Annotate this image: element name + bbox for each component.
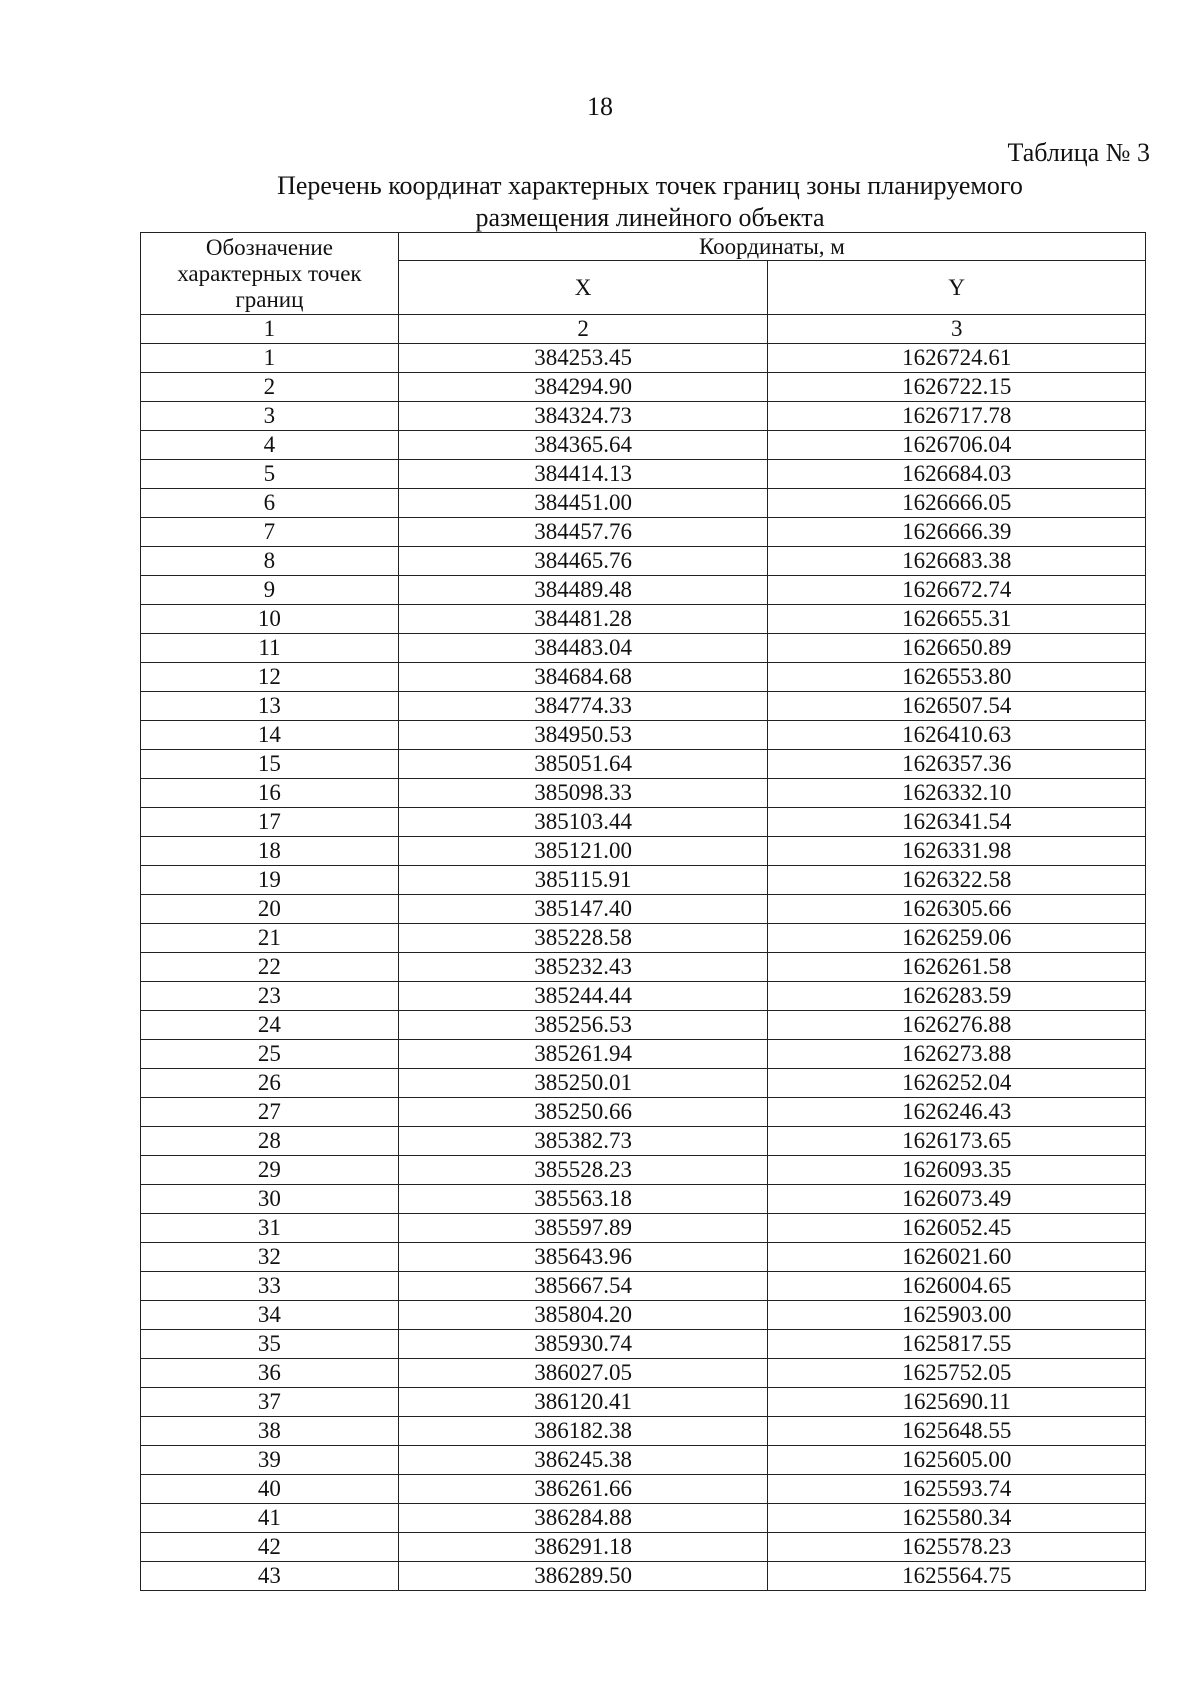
point-number-cell: 5: [141, 460, 399, 489]
table-row: [141, 1040, 1146, 1069]
table-row: [141, 1011, 1146, 1040]
column-numbers-row: [141, 315, 1146, 344]
point-number-cell: 40: [141, 1475, 399, 1504]
y-coordinate-cell: 1626655.31: [768, 605, 1146, 634]
x-coordinate-cell: 385228.58: [398, 924, 768, 953]
point-number-cell: 6: [141, 489, 399, 518]
x-coordinate-cell: 384483.04: [398, 634, 768, 663]
point-number-cell: 29: [141, 1156, 399, 1185]
table-row: [141, 1214, 1146, 1243]
table-row: [141, 953, 1146, 982]
y-coordinate-cell: 1626666.05: [768, 489, 1146, 518]
x-coordinate-cell: 384481.28: [398, 605, 768, 634]
table-row: [141, 1243, 1146, 1272]
table-row: [141, 692, 1146, 721]
x-coordinate-cell: 385115.91: [398, 866, 768, 895]
y-coordinate-cell: 1626261.58: [768, 953, 1146, 982]
y-coordinate-cell: 1626322.58: [768, 866, 1146, 895]
table-row: [141, 402, 1146, 431]
x-coordinate-cell: 384489.48: [398, 576, 768, 605]
point-number-cell: 10: [141, 605, 399, 634]
document-title: [250, 170, 1050, 234]
y-coordinate-cell: 1626093.35: [768, 1156, 1146, 1185]
x-coordinate-cell: 385382.73: [398, 1127, 768, 1156]
table-row: [141, 1301, 1146, 1330]
y-coordinate-cell: 1626722.15: [768, 373, 1146, 402]
point-number-cell: 21: [141, 924, 399, 953]
y-coordinate-cell: 1626341.54: [768, 808, 1146, 837]
y-coordinate-cell: 1626259.06: [768, 924, 1146, 953]
x-coordinate-cell: 384465.76: [398, 547, 768, 576]
point-number-cell: 34: [141, 1301, 399, 1330]
y-coordinate-cell: 1626276.88: [768, 1011, 1146, 1040]
point-number-cell: 11: [141, 634, 399, 663]
table-row: [141, 895, 1146, 924]
column-number: 2: [398, 315, 768, 344]
table-row: [141, 373, 1146, 402]
x-coordinate-cell: 385261.94: [398, 1040, 768, 1069]
column-number: 1: [141, 315, 399, 344]
y-coordinate-cell: 1625817.55: [768, 1330, 1146, 1359]
x-coordinate-cell: 384774.33: [398, 692, 768, 721]
point-number-cell: 26: [141, 1069, 399, 1098]
point-number-cell: 43: [141, 1562, 399, 1591]
y-coordinate-cell: 1626706.04: [768, 431, 1146, 460]
y-coordinate-cell: 1626283.59: [768, 982, 1146, 1011]
point-number-cell: 36: [141, 1359, 399, 1388]
x-coordinate-cell: 386289.50: [398, 1562, 768, 1591]
x-coordinate-cell: 386182.38: [398, 1417, 768, 1446]
x-coordinate-cell: 385250.01: [398, 1069, 768, 1098]
y-coordinate-cell: 1625564.75: [768, 1562, 1146, 1591]
point-number-cell: 8: [141, 547, 399, 576]
x-coordinate-cell: 385098.33: [398, 779, 768, 808]
y-coordinate-cell: 1626507.54: [768, 692, 1146, 721]
y-coordinate-cell: 1625593.74: [768, 1475, 1146, 1504]
table-row: [141, 924, 1146, 953]
table-row: [141, 837, 1146, 866]
y-coordinate-cell: 1625580.34: [768, 1504, 1146, 1533]
table-row: [141, 1098, 1146, 1127]
table-row: [141, 1388, 1146, 1417]
table-row: [141, 460, 1146, 489]
point-number-cell: 18: [141, 837, 399, 866]
y-coordinate-cell: 1625578.23: [768, 1533, 1146, 1562]
point-number-cell: 22: [141, 953, 399, 982]
table-row: [141, 982, 1146, 1011]
point-number-cell: 12: [141, 663, 399, 692]
point-number-cell: 35: [141, 1330, 399, 1359]
point-number-cell: 27: [141, 1098, 399, 1127]
y-coordinate-cell: 1626173.65: [768, 1127, 1146, 1156]
coordinates-body: [141, 344, 1146, 1591]
table-row: [141, 547, 1146, 576]
point-number-cell: 30: [141, 1185, 399, 1214]
point-number-cell: 3: [141, 402, 399, 431]
x-coordinate-cell: 384950.53: [398, 721, 768, 750]
x-coordinate-cell: 385643.96: [398, 1243, 768, 1272]
y-coordinate-cell: 1625605.00: [768, 1446, 1146, 1475]
y-coordinate-cell: 1626724.61: [768, 344, 1146, 373]
y-coordinate-cell: 1626357.36: [768, 750, 1146, 779]
point-number-cell: 13: [141, 692, 399, 721]
table-row: [141, 750, 1146, 779]
y-coordinate-cell: 1626683.38: [768, 547, 1146, 576]
y-coordinate-cell: 1626305.66: [768, 895, 1146, 924]
x-header: X: [398, 261, 768, 315]
table-row: [141, 1156, 1146, 1185]
point-number-cell: 9: [141, 576, 399, 605]
point-number-cell: 15: [141, 750, 399, 779]
x-coordinate-cell: 386245.38: [398, 1446, 768, 1475]
y-coordinate-cell: 1625690.11: [768, 1388, 1146, 1417]
y-coordinate-cell: 1626252.04: [768, 1069, 1146, 1098]
y-coordinate-cell: 1626004.65: [768, 1272, 1146, 1301]
table-row: [141, 1069, 1146, 1098]
point-number-cell: 19: [141, 866, 399, 895]
x-coordinate-cell: 384324.73: [398, 402, 768, 431]
x-coordinate-cell: 385250.66: [398, 1098, 768, 1127]
table-row: [141, 866, 1146, 895]
y-coordinate-cell: 1626332.10: [768, 779, 1146, 808]
x-coordinate-cell: 384457.76: [398, 518, 768, 547]
table-row: [141, 1359, 1146, 1388]
table-row: [141, 576, 1146, 605]
point-number-cell: 41: [141, 1504, 399, 1533]
point-number-cell: 23: [141, 982, 399, 1011]
x-coordinate-cell: 385667.54: [398, 1272, 768, 1301]
table-row: [141, 344, 1146, 373]
x-coordinate-cell: 384414.13: [398, 460, 768, 489]
point-number-cell: 37: [141, 1388, 399, 1417]
x-coordinate-cell: 386291.18: [398, 1533, 768, 1562]
x-coordinate-cell: 384365.64: [398, 431, 768, 460]
x-coordinate-cell: 385103.44: [398, 808, 768, 837]
point-number-cell: 25: [141, 1040, 399, 1069]
y-coordinate-cell: 1626410.63: [768, 721, 1146, 750]
x-coordinate-cell: 384294.90: [398, 373, 768, 402]
y-coordinate-cell: 1626021.60: [768, 1243, 1146, 1272]
title-line-1: Перечень координат характерных точек границ зоны планируемого: [277, 171, 1023, 200]
point-number-cell: 1: [141, 344, 399, 373]
x-coordinate-cell: 385256.53: [398, 1011, 768, 1040]
x-coordinate-cell: 385930.74: [398, 1330, 768, 1359]
y-coordinate-cell: 1626672.74: [768, 576, 1146, 605]
table-row: [141, 1504, 1146, 1533]
x-coordinate-cell: 385563.18: [398, 1185, 768, 1214]
x-coordinate-cell: 385804.20: [398, 1301, 768, 1330]
x-coordinate-cell: 385232.43: [398, 953, 768, 982]
table-row: [141, 1417, 1146, 1446]
table-row: [141, 489, 1146, 518]
x-coordinate-cell: 384684.68: [398, 663, 768, 692]
y-coordinate-cell: 1626052.45: [768, 1214, 1146, 1243]
point-number-cell: 33: [141, 1272, 399, 1301]
table-row: [141, 518, 1146, 547]
y-coordinate-cell: 1625752.05: [768, 1359, 1146, 1388]
y-header: Y: [768, 261, 1146, 315]
table-label: Таблица № 3: [1007, 138, 1150, 167]
point-number-cell: 39: [141, 1446, 399, 1475]
x-coordinate-cell: 386120.41: [398, 1388, 768, 1417]
x-coordinate-cell: 385597.89: [398, 1214, 768, 1243]
y-coordinate-cell: 1625903.00: [768, 1301, 1146, 1330]
y-coordinate-cell: 1626717.78: [768, 402, 1146, 431]
table-row: [141, 1185, 1146, 1214]
coordinates-table: [140, 232, 1146, 1591]
x-coordinate-cell: 384451.00: [398, 489, 768, 518]
table-row: [141, 431, 1146, 460]
x-coordinate-cell: 386261.66: [398, 1475, 768, 1504]
table-row: [141, 1562, 1146, 1591]
table-row: [141, 1272, 1146, 1301]
y-coordinate-cell: 1626666.39: [768, 518, 1146, 547]
point-number-cell: 28: [141, 1127, 399, 1156]
table-row: [141, 1127, 1146, 1156]
table-row: [141, 721, 1146, 750]
point-number-cell: 42: [141, 1533, 399, 1562]
table-row: [141, 663, 1146, 692]
point-number-cell: 20: [141, 895, 399, 924]
x-coordinate-cell: 385147.40: [398, 895, 768, 924]
x-coordinate-cell: 385121.00: [398, 837, 768, 866]
x-coordinate-cell: 384253.45: [398, 344, 768, 373]
x-coordinate-cell: 385244.44: [398, 982, 768, 1011]
page-number: 18: [587, 92, 613, 121]
point-number-cell: 31: [141, 1214, 399, 1243]
coordinates-header: Координаты, м: [398, 233, 1145, 261]
point-number-cell: 7: [141, 518, 399, 547]
table-row: [141, 605, 1146, 634]
table-row: [141, 808, 1146, 837]
x-coordinate-cell: 385051.64: [398, 750, 768, 779]
point-number-cell: 14: [141, 721, 399, 750]
table-row: [141, 1330, 1146, 1359]
table-row: [141, 634, 1146, 663]
table-row: [141, 1475, 1146, 1504]
y-coordinate-cell: 1625648.55: [768, 1417, 1146, 1446]
y-coordinate-cell: 1626273.88: [768, 1040, 1146, 1069]
y-coordinate-cell: 1626331.98: [768, 837, 1146, 866]
x-coordinate-cell: 386284.88: [398, 1504, 768, 1533]
point-number-cell: 32: [141, 1243, 399, 1272]
table-row: [141, 1533, 1146, 1562]
y-coordinate-cell: 1626553.80: [768, 663, 1146, 692]
x-coordinate-cell: 386027.05: [398, 1359, 768, 1388]
point-designation-header: Обозначение характерных точек границ: [141, 233, 399, 315]
point-number-cell: 16: [141, 779, 399, 808]
point-number-cell: 24: [141, 1011, 399, 1040]
table-row: [141, 779, 1146, 808]
y-coordinate-cell: 1626073.49: [768, 1185, 1146, 1214]
table-row: [141, 1446, 1146, 1475]
x-coordinate-cell: 385528.23: [398, 1156, 768, 1185]
point-number-cell: 17: [141, 808, 399, 837]
y-coordinate-cell: 1626650.89: [768, 634, 1146, 663]
column-number: 3: [768, 315, 1146, 344]
point-number-cell: 2: [141, 373, 399, 402]
y-coordinate-cell: 1626246.43: [768, 1098, 1146, 1127]
title-line-2: размещения линейного объекта: [475, 203, 825, 232]
y-coordinate-cell: 1626684.03: [768, 460, 1146, 489]
point-number-cell: 38: [141, 1417, 399, 1446]
point-number-cell: 4: [141, 431, 399, 460]
